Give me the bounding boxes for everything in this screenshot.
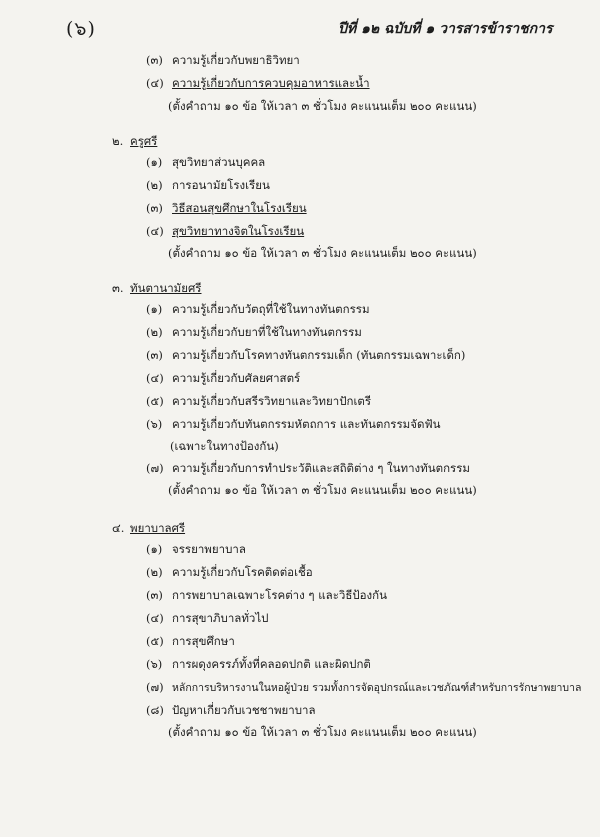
item-text: ความรู้เกี่ยวกับวัตถุที่ใช้ในทางทันตกรรม <box>172 302 370 316</box>
list-item-continuation <box>170 438 279 456</box>
item-text: ความรู้เกี่ยวกับยาที่ใช้ในทางทันตกรรม <box>172 325 362 339</box>
item-number: (๓) <box>146 201 163 215</box>
list-item <box>146 633 235 651</box>
item-number: (๔) <box>146 224 164 238</box>
item-number: (๒) <box>146 565 163 579</box>
list-item <box>146 301 370 319</box>
list-item <box>146 200 307 218</box>
page-number: (๖) <box>66 18 96 40</box>
item-number: (๖) <box>146 417 163 431</box>
item-text: สุขวิทยาทางจิตในโรงเรียน <box>172 224 305 238</box>
exam-note: (ตั้งคำถาม ๑๐ ข้อ ให้เวลา ๓ ชั่วโมง คะแนนเต็ม ๒๐๐ คะแนน) <box>168 99 477 113</box>
section-number: ๒. <box>112 134 124 148</box>
item-text: ความรู้เกี่ยวกับการควบคุมอาหารและน้ำ <box>172 76 370 90</box>
exam-note: (ตั้งคำถาม ๑๐ ข้อ ให้เวลา ๓ ชั่วโมง คะแนนเต็ม ๒๐๐ คะแนน) <box>168 483 477 497</box>
item-text: ความรู้เกี่ยวกับสรีรวิทยาและวิทยาปักเตรี <box>172 394 372 408</box>
item-number: (๔) <box>146 76 164 90</box>
item-text: การพยาบาลเฉพาะโรคต่าง ๆ และวิธีป้องกัน <box>172 588 387 602</box>
section-title <box>112 280 201 298</box>
list-item <box>146 656 371 674</box>
item-number: (๖) <box>146 657 163 671</box>
item-text: ความรู้เกี่ยวกับโรคติดต่อเชื้อ <box>172 565 313 579</box>
item-number: (๗) <box>146 680 164 694</box>
list-item <box>146 610 268 628</box>
list-item <box>146 541 246 559</box>
list-item <box>146 347 465 365</box>
list-item <box>146 679 581 697</box>
item-text: (เฉพาะในทางป้องกัน) <box>170 439 279 453</box>
list-item <box>146 587 387 605</box>
item-number: (๔) <box>146 611 164 625</box>
list-item <box>146 52 300 70</box>
section-title <box>112 133 157 151</box>
item-number: (๕) <box>146 634 164 648</box>
list-item <box>146 370 300 388</box>
item-text: จรรยาพยาบาล <box>172 542 246 556</box>
item-number: (๕) <box>146 394 164 408</box>
item-number: (๗) <box>146 461 164 475</box>
item-text: การผดุงครรภ์ทั้งที่คลอดปกติ และผิดปกติ <box>172 657 371 671</box>
item-text: ความรู้เกี่ยวกับการทำประวัติและสถิติต่าง ๆ ในทางทันตกรรม <box>172 461 470 475</box>
list-item <box>146 393 371 411</box>
list-item <box>146 416 440 434</box>
item-number: (๒) <box>146 325 163 339</box>
item-number: (๑) <box>146 542 163 556</box>
section-name: ทันตานามัยศรี <box>130 281 202 295</box>
section-number: ๔. <box>112 521 125 535</box>
list-item <box>146 154 265 172</box>
list-item <box>146 223 304 241</box>
item-text: การสุขาภิบาลทั่วไป <box>172 611 269 625</box>
section-name: พยาบาลศรี <box>130 521 186 535</box>
list-item <box>146 177 270 195</box>
item-number: (๑) <box>146 302 163 316</box>
item-number: (๑) <box>146 155 163 169</box>
item-text: ความรู้เกี่ยวกับโรคทางทันตกรรมเด็ก (ทันตกรรมเฉพาะเด็ก) <box>172 348 466 362</box>
item-text: ความรู้เกี่ยวกับศัลยศาสตร์ <box>172 371 301 385</box>
item-number: (๓) <box>146 348 163 362</box>
item-text: การอนามัยโรงเรียน <box>172 178 270 192</box>
list-item <box>146 75 370 93</box>
item-text: หลักการบริหารงานในหอผู้ป่วย รวมทั้งการจัดอุปกรณ์และเวชภัณฑ์สำหรับการรักษาพยาบาล <box>172 682 582 694</box>
item-number: (๘) <box>146 703 164 717</box>
list-item <box>146 702 316 720</box>
list-item <box>146 460 470 478</box>
item-text: วิธีสอนสุขศึกษาในโรงเรียน <box>172 201 307 215</box>
item-number: (๓) <box>146 588 163 602</box>
item-text: การสุขศึกษา <box>172 634 235 648</box>
item-number: (๔) <box>146 371 164 385</box>
item-text: ความรู้เกี่ยวกับทันตกรรมหัตถการ และทันตกรรมจัดฟัน <box>172 417 441 431</box>
item-text: ปัญหาเกี่ยวกับเวชชาพยาบาล <box>172 703 316 717</box>
exam-note: (ตั้งคำถาม ๑๐ ข้อ ให้เวลา ๓ ชั่วโมง คะแนนเต็ม ๒๐๐ คะแนน) <box>168 246 477 260</box>
item-number: (๓) <box>146 53 163 67</box>
section-number: ๓. <box>112 281 124 295</box>
item-number: (๒) <box>146 178 163 192</box>
section-title <box>112 520 185 538</box>
section-name: ครูศรี <box>130 134 158 148</box>
item-text: ความรู้เกี่ยวกับพยาธิวิทยา <box>172 53 300 67</box>
exam-note: (ตั้งคำถาม ๑๐ ข้อ ให้เวลา ๓ ชั่วโมง คะแนนเต็ม ๒๐๐ คะแนน) <box>168 725 477 739</box>
list-item <box>146 564 313 582</box>
item-text: สุขวิทยาส่วนบุคคล <box>172 155 266 169</box>
journal-header-title: ปีที่ ๑๒ ฉบับที่ ๑ วารสารข้าราชการ <box>338 21 553 37</box>
list-item <box>146 324 362 342</box>
